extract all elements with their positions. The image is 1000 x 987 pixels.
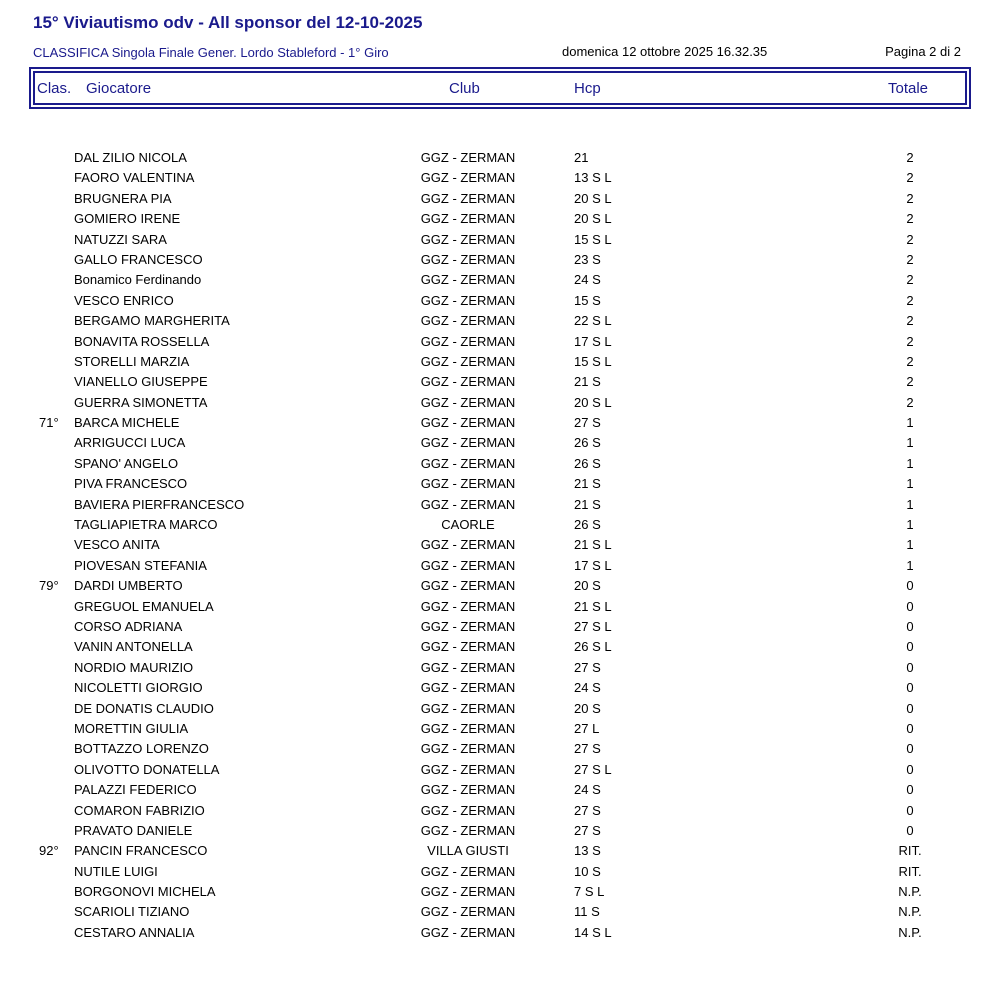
player-name-cell: FAORO VALENTINA (74, 170, 195, 186)
total-cell: 1 (906, 455, 914, 471)
club-cell: GGZ - ZERMAN (420, 415, 516, 431)
hcp-cell: 21 (574, 150, 589, 165)
total-cell: 2 (906, 211, 914, 227)
club-cell: GGZ - ZERMAN (420, 802, 516, 818)
hcp-cell: 24 S (574, 680, 601, 696)
total-cell: 2 (906, 150, 914, 165)
club-cell: GGZ - ZERMAN (420, 394, 516, 410)
total-cell: 0 (906, 782, 914, 798)
player-name-cell: COMARON FABRIZIO (74, 802, 205, 818)
standings-table (0, 147, 1000, 942)
hcp-cell: 17 S L (574, 557, 612, 573)
player-name-cell: BORGONOVI MICHELA (74, 884, 216, 900)
club-cell: GGZ - ZERMAN (420, 211, 516, 227)
table-row (0, 657, 1000, 677)
club-cell: GGZ - ZERMAN (420, 618, 516, 634)
total-cell: N.P. (898, 904, 922, 920)
club-cell: GGZ - ZERMAN (420, 251, 516, 267)
total-cell: 0 (906, 578, 914, 594)
total-cell: 2 (906, 251, 914, 267)
player-name-cell: BARCA MICHELE (74, 415, 180, 431)
player-name-cell: GOMIERO IRENE (74, 211, 181, 227)
hcp-cell: 26 S (574, 435, 601, 451)
player-name-cell: VESCO ANITA (74, 537, 160, 553)
total-cell: 0 (906, 680, 914, 696)
club-cell: GGZ - ZERMAN (420, 496, 516, 512)
club-cell: GGZ - ZERMAN (420, 659, 516, 675)
total-cell: N.P. (898, 924, 922, 940)
hcp-cell: 20 S (574, 578, 601, 594)
total-cell: 1 (906, 496, 914, 512)
report-datetime: domenica 12 ottobre 2025 16.32.35 (562, 44, 768, 59)
total-cell: RIT. (898, 863, 922, 879)
total-cell: 0 (906, 639, 914, 655)
club-cell: GGZ - ZERMAN (420, 170, 516, 186)
player-name-cell: CESTARO ANNALIA (74, 924, 195, 940)
club-cell: GGZ - ZERMAN (420, 680, 516, 696)
total-cell: 2 (906, 231, 914, 247)
hcp-cell: 7 S L (574, 884, 605, 900)
player-name-cell: BAVIERA PIERFRANCESCO (74, 496, 245, 512)
total-cell: 2 (906, 292, 914, 308)
player-name-cell: NATUZZI SARA (74, 231, 167, 247)
hcp-cell: 27 S (574, 741, 601, 757)
hcp-cell: 13 S L (574, 170, 612, 186)
club-cell: GGZ - ZERMAN (420, 353, 516, 369)
total-cell: 0 (906, 761, 914, 777)
table-row (0, 412, 1000, 432)
hcp-cell: 27 S (574, 822, 601, 838)
club-cell: GGZ - ZERMAN (420, 822, 516, 838)
club-cell: GGZ - ZERMAN (420, 741, 516, 757)
table-row (0, 290, 1000, 310)
total-cell: RIT. (898, 843, 922, 859)
column-header-club: Club (449, 80, 480, 97)
column-header-totale: Totale (888, 80, 929, 97)
club-cell: GGZ - ZERMAN (420, 455, 516, 471)
table-row (0, 432, 1000, 452)
player-name-cell: VANIN ANTONELLA (74, 639, 193, 655)
player-name-cell: BONAVITA ROSSELLA (74, 333, 210, 349)
player-name-cell: CORSO ADRIANA (74, 618, 183, 634)
player-name-cell: STORELLI MARZIA (74, 353, 190, 369)
hcp-cell: 26 S (574, 517, 601, 533)
table-row (0, 555, 1000, 575)
hcp-cell: 15 S L (574, 231, 612, 247)
total-cell: 0 (906, 822, 914, 838)
total-cell: 0 (906, 659, 914, 675)
hcp-cell: 27 S L (574, 761, 612, 777)
hcp-cell: 21 S L (574, 598, 612, 614)
player-name-cell: PIOVESAN STEFANIA (74, 557, 207, 573)
hcp-cell: 26 S L (574, 639, 612, 655)
player-name-cell: TAGLIAPIETRA MARCO (74, 517, 218, 533)
club-cell: GGZ - ZERMAN (420, 884, 516, 900)
club-cell: GGZ - ZERMAN (420, 904, 516, 920)
total-cell: 2 (906, 394, 914, 410)
total-cell: 2 (906, 333, 914, 349)
player-name-cell: BRUGNERA PIA (74, 190, 172, 206)
position-cell: 79° (39, 578, 59, 594)
club-cell: GGZ - ZERMAN (420, 782, 516, 798)
column-header-frame (29, 67, 971, 109)
hcp-cell: 22 S L (574, 313, 612, 329)
report-title: 15° Viviautismo odv - All sponsor del 12-10-2025 (33, 13, 423, 32)
hcp-cell: 20 S L (574, 211, 612, 227)
table-row (0, 188, 1000, 208)
table-row (0, 208, 1000, 228)
table-row (0, 392, 1000, 412)
club-cell: GGZ - ZERMAN (420, 190, 516, 206)
table-row (0, 738, 1000, 758)
table-row (0, 575, 1000, 595)
total-cell: 0 (906, 802, 914, 818)
club-cell: GGZ - ZERMAN (420, 557, 516, 573)
total-cell: 1 (906, 517, 914, 533)
club-cell: GGZ - ZERMAN (420, 924, 516, 940)
total-cell: 2 (906, 374, 914, 390)
hcp-cell: 21 S (574, 496, 601, 512)
table-row (0, 636, 1000, 656)
table-row (0, 677, 1000, 697)
hcp-cell: 24 S (574, 272, 601, 288)
player-name-cell: ARRIGUCCI LUCA (74, 435, 186, 451)
club-cell: GGZ - ZERMAN (420, 292, 516, 308)
total-cell: 1 (906, 415, 914, 431)
total-cell: 0 (906, 741, 914, 757)
hcp-cell: 20 S L (574, 190, 612, 206)
club-cell: GGZ - ZERMAN (420, 537, 516, 553)
club-cell: CAORLE (441, 517, 495, 533)
club-cell: VILLA GIUSTI (427, 843, 509, 859)
club-cell: GGZ - ZERMAN (420, 700, 516, 716)
club-cell: GGZ - ZERMAN (420, 639, 516, 655)
hcp-cell: 15 S (574, 292, 601, 308)
player-name-cell: PIVA FRANCESCO (74, 476, 188, 492)
total-cell: 1 (906, 476, 914, 492)
total-cell: N.P. (898, 884, 922, 900)
table-row (0, 922, 1000, 942)
hcp-cell: 21 S (574, 374, 601, 390)
position-cell: 71° (39, 415, 59, 431)
table-row (0, 698, 1000, 718)
player-name-cell: MORETTIN GIULIA (74, 720, 189, 736)
hcp-cell: 27 S (574, 415, 601, 431)
total-cell: 0 (906, 700, 914, 716)
column-header-clas: Clas. (37, 80, 72, 97)
club-cell: GGZ - ZERMAN (420, 231, 516, 247)
table-row (0, 820, 1000, 840)
club-cell: GGZ - ZERMAN (420, 150, 516, 165)
player-name-cell: VIANELLO GIUSEPPE (74, 374, 208, 390)
table-row (0, 371, 1000, 391)
player-name-cell: OLIVOTTO DONATELLA (74, 761, 220, 777)
table-row (0, 616, 1000, 636)
table-row (0, 800, 1000, 820)
player-name-cell: VESCO ENRICO (74, 292, 174, 308)
hcp-cell: 15 S L (574, 353, 612, 369)
player-name-cell: NUTILE LUIGI (74, 863, 158, 879)
table-row (0, 861, 1000, 881)
table-row (0, 718, 1000, 738)
hcp-cell: 20 S (574, 700, 601, 716)
hcp-cell: 20 S L (574, 394, 612, 410)
table-row (0, 514, 1000, 534)
club-cell: GGZ - ZERMAN (420, 272, 516, 288)
table-row (0, 901, 1000, 921)
report-subtitle: CLASSIFICA Singola Finale Gener. Lordo Stableford - 1° Giro (33, 45, 389, 60)
total-cell: 2 (906, 353, 914, 369)
hcp-cell: 21 S L (574, 537, 612, 553)
player-name-cell: SPANO' ANGELO (74, 455, 179, 471)
hcp-cell: 27 S L (574, 618, 612, 634)
table-row (0, 310, 1000, 330)
hcp-cell: 27 S (574, 802, 601, 818)
table-row (0, 269, 1000, 289)
club-cell: GGZ - ZERMAN (420, 578, 516, 594)
hcp-cell: 24 S (574, 782, 601, 798)
club-cell: GGZ - ZERMAN (420, 863, 516, 879)
hcp-cell: 27 L (574, 720, 600, 736)
table-row (0, 881, 1000, 901)
hcp-cell: 23 S (574, 251, 601, 267)
hcp-cell: 11 S (574, 904, 600, 920)
player-name-cell: PALAZZI FEDERICO (74, 782, 197, 798)
table-row (0, 494, 1000, 514)
table-row (0, 229, 1000, 249)
hcp-cell: 26 S (574, 455, 601, 471)
player-name-cell: SCARIOLI TIZIANO (74, 904, 190, 920)
page-indicator: Pagina 2 di 2 (885, 44, 961, 59)
hcp-cell: 21 S (574, 476, 601, 492)
player-name-cell: DARDI UMBERTO (74, 578, 183, 594)
player-name-cell: PANCIN FRANCESCO (74, 843, 208, 859)
player-name-cell: GUERRA SIMONETTA (74, 394, 208, 410)
club-cell: GGZ - ZERMAN (420, 313, 516, 329)
club-cell: GGZ - ZERMAN (420, 333, 516, 349)
table-row (0, 473, 1000, 493)
table-row (0, 840, 1000, 860)
club-cell: GGZ - ZERMAN (420, 720, 516, 736)
player-name-cell: DAL ZILIO NICOLA (74, 150, 187, 165)
player-name-cell: BERGAMO MARGHERITA (74, 313, 230, 329)
table-row (0, 249, 1000, 269)
player-name-cell: GALLO FRANCESCO (74, 251, 203, 267)
table-row (0, 453, 1000, 473)
total-cell: 0 (906, 598, 914, 614)
total-cell: 1 (906, 435, 914, 451)
total-cell: 2 (906, 170, 914, 186)
table-row (0, 759, 1000, 779)
player-name-cell: Bonamico Ferdinando (74, 272, 202, 288)
club-cell: GGZ - ZERMAN (420, 435, 516, 451)
total-cell: 2 (906, 272, 914, 288)
player-name-cell: DE DONATIS CLAUDIO (74, 700, 214, 716)
total-cell: 1 (906, 537, 914, 553)
position-cell: 92° (39, 843, 59, 859)
table-row (0, 596, 1000, 616)
club-cell: GGZ - ZERMAN (420, 476, 516, 492)
table-row (0, 167, 1000, 187)
club-cell: GGZ - ZERMAN (420, 761, 516, 777)
total-cell: 2 (906, 313, 914, 329)
table-row (0, 534, 1000, 554)
table-row (0, 331, 1000, 351)
total-cell: 1 (906, 557, 914, 573)
column-header-hcp: Hcp (574, 80, 601, 97)
hcp-cell: 27 S (574, 659, 601, 675)
hcp-cell: 13 S (574, 843, 601, 859)
player-name-cell: BOTTAZZO LORENZO (74, 741, 209, 757)
club-cell: GGZ - ZERMAN (420, 598, 516, 614)
table-row (0, 147, 1000, 167)
club-cell: GGZ - ZERMAN (420, 374, 516, 390)
hcp-cell: 14 S L (574, 924, 612, 940)
total-cell: 2 (906, 190, 914, 206)
hcp-cell: 10 S (574, 863, 601, 879)
player-name-cell: PRAVATO DANIELE (74, 822, 193, 838)
player-name-cell: NICOLETTI GIORGIO (74, 680, 203, 696)
total-cell: 0 (906, 618, 914, 634)
table-row (0, 351, 1000, 371)
total-cell: 0 (906, 720, 914, 736)
player-name-cell: GREGUOL EMANUELA (74, 598, 214, 614)
hcp-cell: 17 S L (574, 333, 612, 349)
player-name-cell: NORDIO MAURIZIO (74, 659, 194, 675)
column-header-giocatore: Giocatore (86, 80, 152, 97)
table-row (0, 779, 1000, 799)
